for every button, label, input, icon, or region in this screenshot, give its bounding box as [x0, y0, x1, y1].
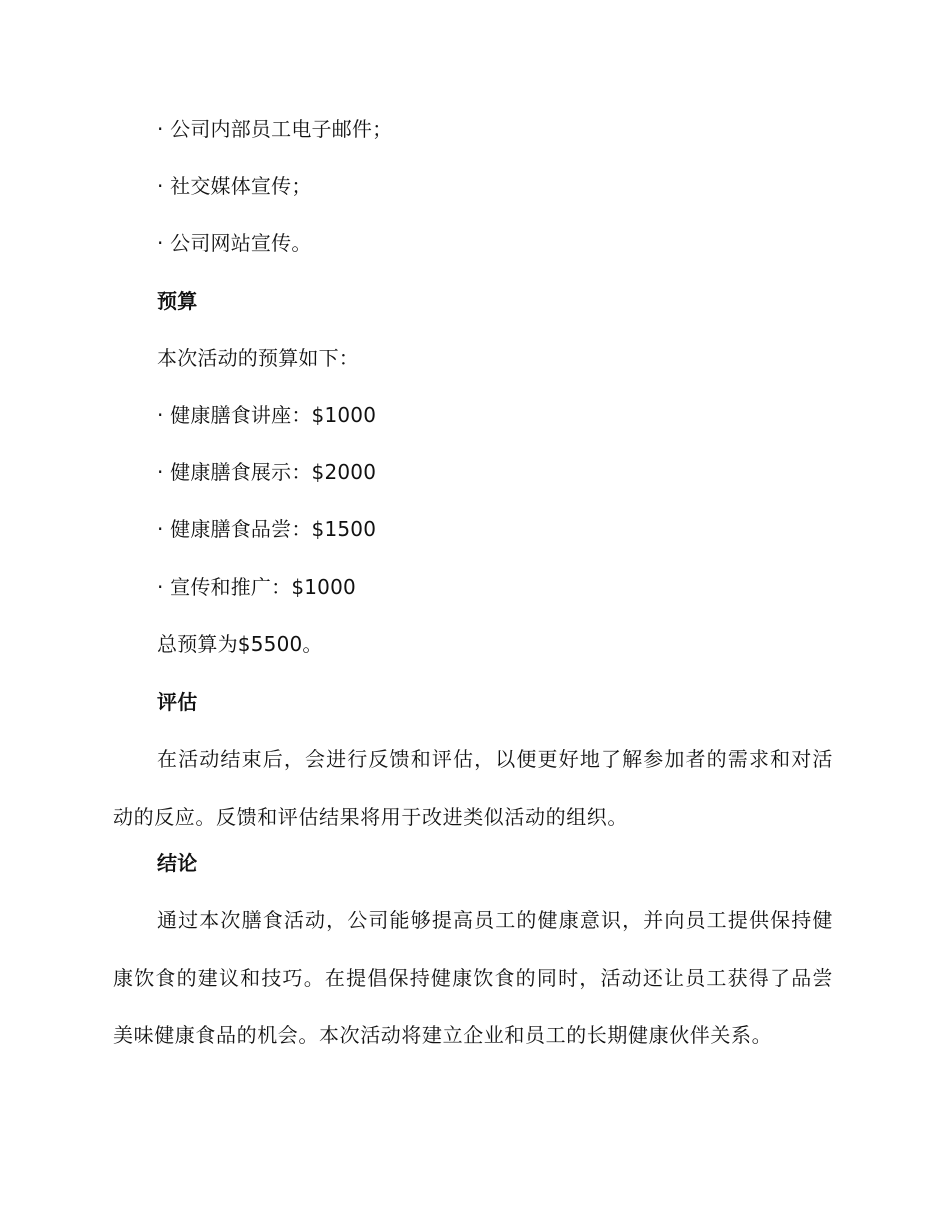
conclusion-paragraph: 通过本次膳食活动，公司能够提高员工的健康意识，并向员工提供保持健康饮食的建议和技巧。在提倡保持健康饮食的同时，活动还让员工获得了品尝美味健康食品的机会。本次活动将建立企业和员工的长期健康伙伴关系。: [113, 908, 833, 1047]
promo-item-social-media: · 社交媒体宣传；: [157, 174, 312, 198]
evaluation-paragraph: 在活动结束后，会进行反馈和评估，以便更好地了解参加者的需求和对活动的反应。反馈和评估结果将用于改进类似活动的组织。: [113, 747, 833, 829]
budget-intro: 本次活动的预算如下：: [157, 346, 359, 370]
conclusion-heading: 结论: [157, 851, 198, 875]
evaluation-heading: 评估: [157, 690, 198, 714]
budget-item-promotion: · 宣传和推广：$1000: [157, 575, 356, 599]
budget-total: 总预算为$5500。: [157, 632, 323, 656]
budget-item-display: · 健康膳食展示：$2000: [157, 460, 377, 484]
promo-item-website: · 公司网站宣传。: [157, 231, 312, 255]
budget-heading: 预算: [157, 289, 198, 313]
budget-item-lecture: · 健康膳食讲座：$1000: [157, 403, 377, 427]
budget-item-tasting: · 健康膳食品尝：$1500: [157, 517, 377, 541]
promo-item-email: · 公司内部员工电子邮件；: [157, 117, 393, 141]
